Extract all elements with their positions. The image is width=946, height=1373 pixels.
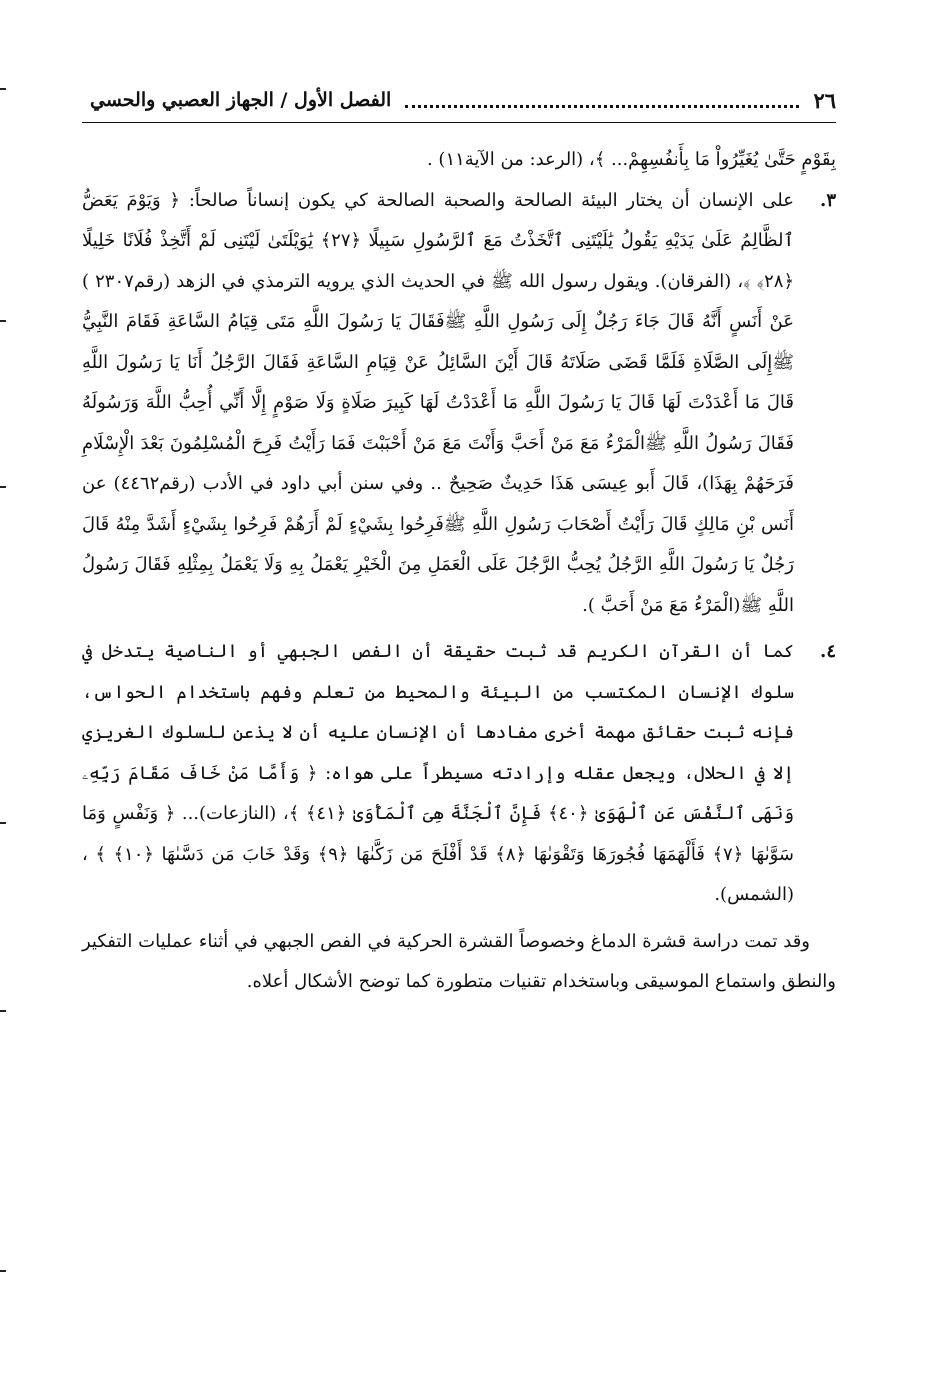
running-title: الفصل الأول / الجهاز العصبي والحسي xyxy=(90,89,392,111)
page-body xyxy=(82,140,836,1003)
list-item-number: ٤. xyxy=(820,641,836,662)
scan-margin-mark xyxy=(0,1010,6,1012)
header-leader-dots xyxy=(405,93,799,108)
list-item-text: على الإنسان أن يختار البيئة الصالحة والصحبة الصالحة كي يكون إنساناً صالحاً: ﴿ وَيَوْمَ يَعَضُّ ٱلظَّالِمُ عَلَىٰ يَدَيْهِ يَقُولُ يَٰلَيْتَنِى ٱتَّخَذْتُ مَعَ ٱلرَّسُولِ سَبِيلًا ﴿٢٧﴾ يَٰوَيْلَتَىٰ لَيْتَنِى لَمْ أَتَّخِذْ فُلَانًا خَلِيلًا ﴿٢٨﴾ ﴾، (الفرقان). ويقول رسول الله ﷺ في الحديث الذي يرويه الترمذي في الزهد (رقم٢٣٠٧ ) عَنْ أَنَسٍ أَنَّهُ قَالَ جَاءَ رَجُلٌ إِلَى رَسُولِ اللَّهِ ﷺفَقَالَ يَا رَسُولَ اللَّهِ مَتَى قِيَامُ السَّاعَةِ فَقَامَ النَّبِيُّ ﷺإِلَى الصَّلَاةِ فَلَمَّا قَضَى صَلَاتَهُ قَالَ أَيْنَ السَّائِلُ عَنْ قِيَامِ السَّاعَةِ فَقَالَ الرَّجُلُ أَنَا يَا رَسُولَ اللَّهِ قَالَ مَا أَعْدَدْتَ لَهَا قَالَ يَا رَسُولَ اللَّهِ مَا أَعْدَدْتُ لَهَا كَبِيرَ صَلَاةٍ وَلَا صَوْمٍ إِلَّا أَنِّي أُحِبُّ اللَّهَ وَرَسُولَهُ فَقَالَ رَسُولُ اللَّهِ ﷺالْمَرْءُ مَعَ مَنْ أَحَبَّ وَأَنْتَ مَعَ مَنْ أَحْبَبْتَ فَمَا رَأَيْتُ فَرِحَ الْمُسْلِمُونَ بَعْدَ الْإِسْلَامِ فَرَحَهُمْ بِهَذَا)، قَالَ أَبو عِيسَى هَذَا حَدِيثٌ صَحِيحٌ .. وفي سنن أبي داود في الأدب (رقم٤٤٦٢) عن أَنَس بْنِ مَالِكٍ قَالَ رَأَيْتُ أَصْحَابَ رَسُولِ اللَّهِ ﷺفَرِحُوا بِشَيْءٍ لَمْ أَرَهُمْ فَرِحُوا بِشَيْءٍ أَشَدَّ مِنْهُ قَالَ رَجُلٌ يَا رَسُولَ اللَّهِ الرَّجُلُ يُحِبُّ الرَّجُلَ عَلَى الْعَمَلِ مِنَ الْخَيْرِ يَعْمَلُ بِهِ وَلَا يَعْمَلُ بِمِثْلِهِ فَقَالَ رَسُولُ اللَّهِ ﷺ(الْمَرْءُ مَعَ مَنْ أَحَبَّ ). xyxy=(82,189,795,616)
page-header xyxy=(90,82,836,118)
list-item-text: كما أن القرآن الكريم قد ثبت حقيقة أن الفص الجبهي أو الناصية يتدخل في سلوك الإنسان المكتسب من البيئة والمحيط من تعلم وفهم باستخدام الحواس، فإنه ثبت حقائق مهمة أخرى مفادها أن الإنسان عليه أن لا يذعن للسلوك الغريزي إلا في الحلال، ويجعل عقله وإرادته مسيطراً على هواه: ﴿ وَأَمَّا مَنْ خَافَ مَقَامَ رَبِّهِۦ وَنَهَى ٱلنَّفْسَ عَنِ ٱلْهَوَىٰ ﴿٤٠﴾ فَإِنَّ ٱلْجَنَّةَ هِىَ ٱلْمَأْوَىٰ ﴿٤١﴾ ﴾، (النازعات)... ﴿ وَنَفْسٍ وَمَا سَوَّىٰهَا ﴿٧﴾ فَأَلْهَمَهَا فُجُورَهَا وَتَقْوَىٰهَا ﴿٨﴾ قَدْ أَفْلَحَ مَن زَكَّىٰهَا ﴿٩﴾ وَقَدْ خَابَ مَن دَسَّىٰهَا ﴿١٠﴾ ﴾ ، (الشمس). xyxy=(82,641,795,905)
list-item-number: ٣. xyxy=(820,189,836,211)
list-item-3 xyxy=(82,181,836,627)
closing-paragraph: وقد تمت دراسة قشرة الدماغ وخصوصاً القشرة الحركية في الفص الجبهي في أثناء عمليات التفكير والنطق واستماع الموسيقى وباستخدام تقنيات متطورة كما توضح الأشكال أعلاه. xyxy=(82,930,836,992)
scan-margin-mark xyxy=(0,822,6,824)
scan-margin-mark xyxy=(0,320,6,322)
page-number: ٢٦ xyxy=(813,87,836,113)
list-item-4 xyxy=(82,632,836,916)
scan-margin-mark xyxy=(0,1270,6,1272)
scan-margin-mark xyxy=(0,88,6,90)
header-rule xyxy=(82,122,836,123)
continuation-line: بِقَوْمٍ حَتَّىٰ يُغَيِّرُواْ مَا بِأَنفُسِهِمْ... ﴾، (الرعد: من الآية١١) . xyxy=(426,149,836,170)
scan-margin-mark xyxy=(0,486,6,488)
